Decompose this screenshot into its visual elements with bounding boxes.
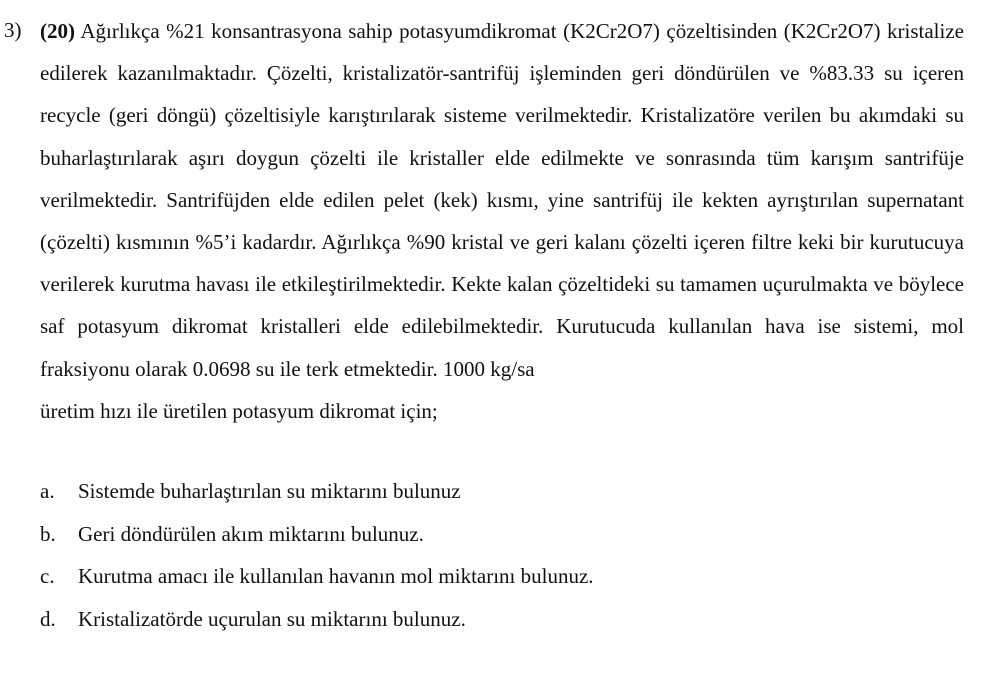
sub-question-text: Sistemde buharlaştırılan su miktarını bulunuz	[78, 479, 461, 503]
sub-question-label: d.	[40, 606, 56, 631]
sub-question-a	[40, 470, 940, 513]
sub-question-b	[40, 513, 940, 556]
sub-question-label: a.	[40, 479, 55, 503]
sub-question-text: Geri döndürülen akım miktarını bulunuz.	[78, 521, 424, 546]
question-number: 3)	[4, 18, 22, 42]
sub-question-c	[40, 555, 940, 598]
sub-question-label: b.	[40, 521, 56, 546]
sub-question-text: Kurutma amacı ile kullanılan havanın mol miktarını bulunuz.	[78, 564, 594, 588]
question-last-line: üretim hızı ile üretilen potasyum dikromat için;	[40, 398, 438, 423]
sub-question-label: c.	[40, 564, 55, 588]
question-body: Ağırlıkça %21 konsantrasyona sahip potasyumdikromat (K2Cr2O7) çözeltisinden (K2Cr2O7) kristalize edilerek kazanılmaktadır. Çözelti, kristalizatör-santrifüj işleminden geri döndürülen ve %83.33 su içeren recycle (geri döngü) çözeltisiyle karıştırılarak sisteme verilmektedir. Kristalizatöre verilen bu akımdaki su buharlaştırılarak aşırı doygun çözelti ile kristaller elde edilmekte ve sonrasında tüm karışım santrifüje verilmektedir. Santrifüjden elde edilen pelet (kek) kısmı, yine santrifüj ile kekten ayrıştırılan supernatant (çözelti) kısmının %5’i kadardır. Ağırlıkça %90 kristal ve geri kalanı çözelti içeren filtre keki bir kurutucuya verilerek kurutma havası ile etkileştirilmektedir. Kekte kalan çözeltideki su tamamen uçurulmakta ve böylece saf potasyum dikromat kristalleri elde edilebilmektedir. Kurutucuda kullanılan hava ise sistemi, mol fraksiyonu olarak 0.0698 su ile terk etmektedir. 1000 kg/sa	[40, 19, 964, 381]
sub-question-text: Kristalizatörde uçurulan su miktarını bulunuz.	[78, 606, 466, 631]
question-points: (20)	[40, 19, 75, 43]
sub-question-list	[40, 470, 940, 640]
sub-question-d	[40, 598, 940, 641]
question-text	[40, 10, 964, 432]
